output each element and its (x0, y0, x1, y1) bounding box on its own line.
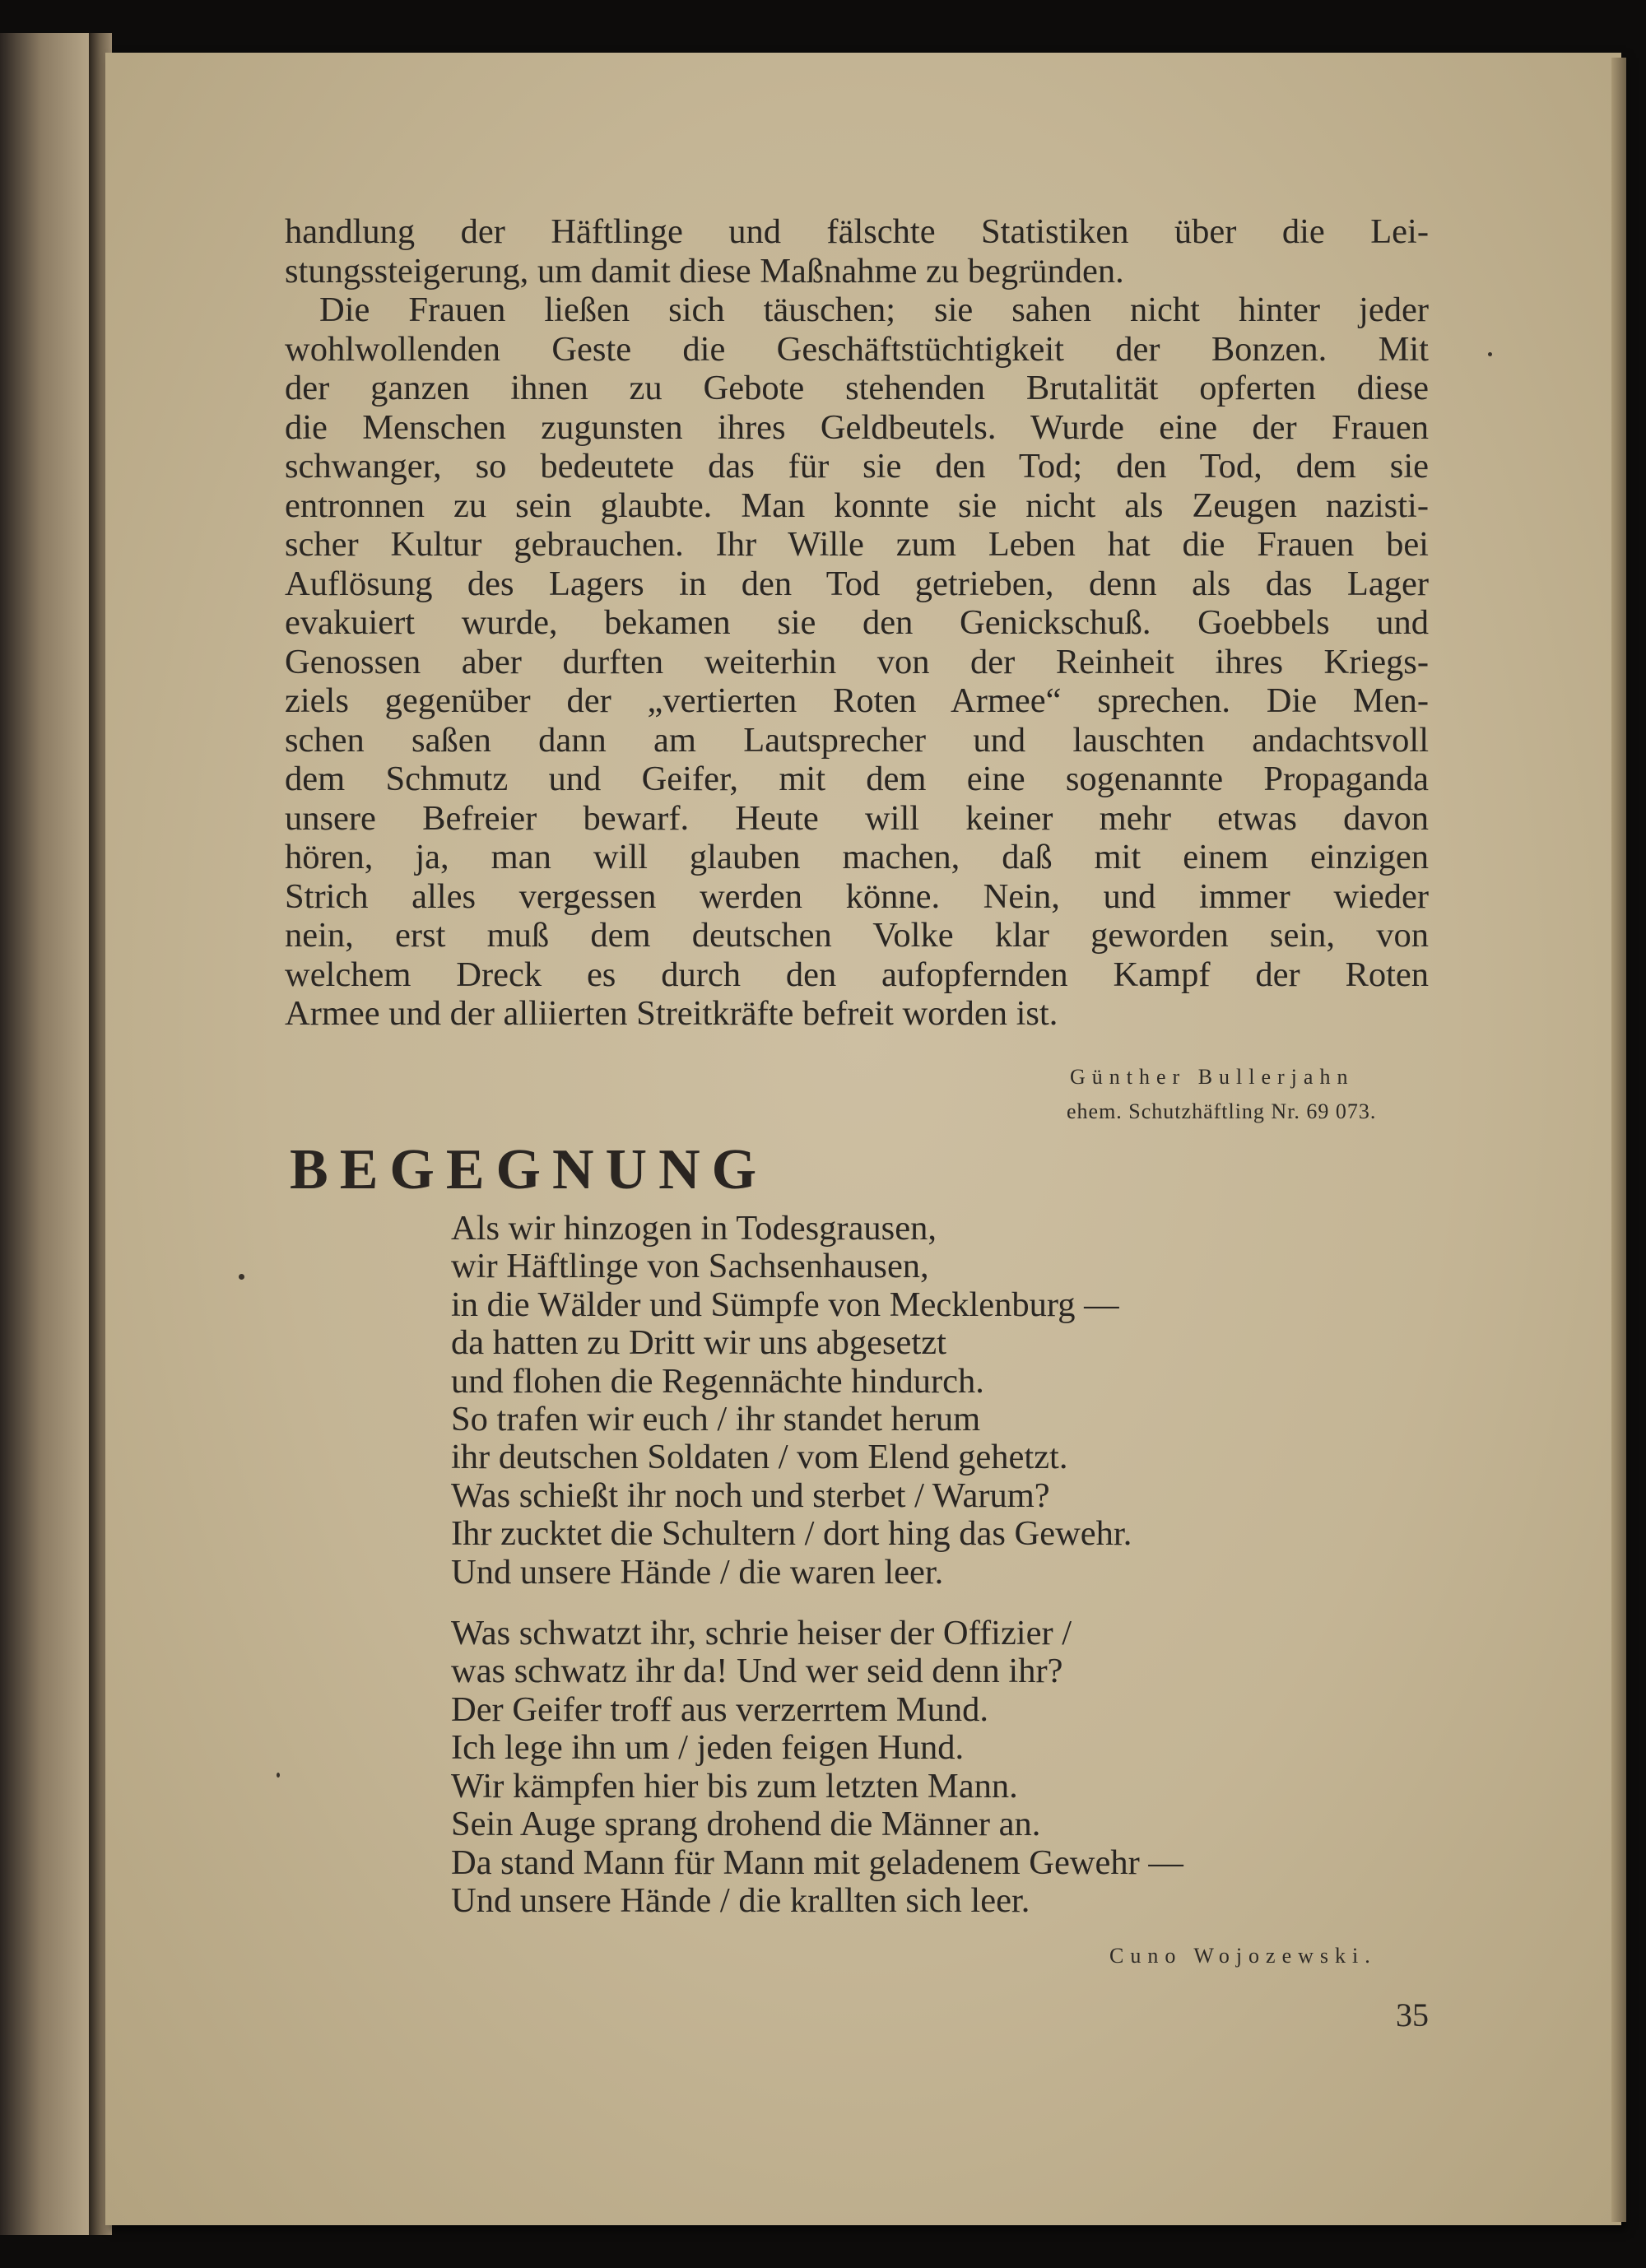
prose-line: nein, erst muß dem deutschen Volke klar geworden sein, von (285, 916, 1429, 955)
poem-line: Da stand Mann für Mann mit geladenem Gewehr — (451, 1843, 1183, 1882)
prose-line: dem Schmutz und Geifer, mit dem eine sogenannte Propaganda (285, 760, 1429, 798)
prose-line: wohlwollenden Geste die Geschäftstüchtigkeit der Bonzen. Mit (285, 329, 1429, 369)
prose-line: welchem Dreck es durch den aufopfernden Kampf der Roten (285, 955, 1429, 994)
prose-line: schen saßen dann am Lautsprecher und lauschten andachtsvoll (285, 720, 1429, 760)
poem-block (451, 1210, 1183, 1920)
poem-line: Wir kämpfen hier bis zum letzten Mann. (451, 1766, 1018, 1806)
poem-line: Was schwatzt ihr, schrie heiser der Offizier / (451, 1614, 1072, 1653)
paper-speck (277, 1773, 280, 1778)
poem-line: ihr deutschen Soldaten / vom Elend gehetzt. (451, 1438, 1068, 1477)
stanza-break (451, 1592, 1183, 1615)
prose-line: schwanger, so bedeutete das für sie den Tod; den Tod, dem sie (285, 447, 1429, 486)
prose-line: Auflösung des Lagers in den Tod getrieben, denn als das Lager (285, 564, 1429, 603)
page-edge-shadow (1611, 58, 1626, 2222)
author-signature: Günther Bullerjahn (1070, 1065, 1355, 1089)
poem-line: Und unsere Hände / die krallten sich leer. (451, 1880, 1030, 1920)
poem-line: wir Häftlinge von Sachsenhausen, (451, 1247, 929, 1286)
prose-line: Strich alles vergessen werden könne. Nein, und immer wieder (285, 876, 1429, 916)
poem-title: BEGEGNUNG (290, 1138, 769, 1201)
prose-line: unsere Befreier bewarf. Heute will keiner mehr etwas davon (285, 798, 1429, 838)
poem-line: und flohen die Regennächte hindurch. (451, 1361, 984, 1401)
prose-line: hören, ja, man will glauben machen, daß mit einem einzigen (285, 838, 1429, 876)
prose-line: Die Frauen ließen sich täuschen; sie sahen nicht hinter jeder (319, 290, 1429, 329)
poem-line: Ihr zucktet die Schultern / dort hing das Gewehr. (451, 1514, 1132, 1554)
poem-line: Als wir hinzogen in Todesgrausen, (451, 1209, 937, 1248)
prose-line: entronnen zu sein glaubte. Man konnte sie nicht als Zeugen nazisti- (285, 486, 1429, 525)
prose-line: der ganzen ihnen zu Gebote stehenden Brutalität opferten diese (285, 369, 1429, 407)
poem-line: Sein Auge sprang drohend die Männer an. (451, 1805, 1041, 1844)
paper-speck (239, 1274, 244, 1280)
prose-line: die Menschen zugunsten ihres Geldbeutels. Wurde eine der Frauen (285, 407, 1429, 447)
poem-line: Ich lege ihn um / jeden feigen Hund. (451, 1728, 965, 1768)
poem-line: So trafen wir euch / ihr standet herum (451, 1400, 981, 1439)
author-note: ehem. Schutzhäftling Nr. 69 073. (1067, 1099, 1377, 1123)
prose-line: handlung der Häftlinge und fälschte Statistiken über die Lei- (285, 212, 1429, 251)
poem-line: was schwatz ihr da! Und wer seid denn ihr? (451, 1652, 1063, 1691)
prose-line: Armee und der alliierten Streitkräfte befreit worden ist. (285, 994, 1058, 1033)
prose-line: ziels gegenüber der „vertierten Roten Armee“ sprechen. Die Men- (285, 681, 1429, 720)
prose-block (285, 212, 1429, 1034)
page-number: 35 (1396, 1996, 1429, 2033)
prose-line: scher Kultur gebrauchen. Ihr Wille zum Leben hat die Frauen bei (285, 525, 1429, 564)
prose-line: stungssteigerung, um damit diese Maßnahme zu begründen. (285, 251, 1124, 290)
poem-line: Der Geifer troff aus verzerrtem Mund. (451, 1689, 988, 1729)
prose-line: evakuiert wurde, bekamen sie den Genickschuß. Goebbels und (285, 603, 1429, 642)
poet-signature: Cuno Wojozewski. (1109, 1944, 1377, 1968)
paper-speck (1488, 352, 1492, 356)
poem-line: da hatten zu Dritt wir uns abgesetzt (451, 1323, 946, 1363)
poem-line: Und unsere Hände / die waren leer. (451, 1552, 944, 1592)
facing-page-edge (0, 33, 103, 2235)
poem-line: Was schießt ihr noch und sterbet / Warum? (451, 1476, 1050, 1515)
poem-line: in die Wälder und Sümpfe von Mecklenburg — (451, 1285, 1119, 1324)
prose-line: Genossen aber durften weiterhin von der Reinheit ihres Kriegs- (285, 642, 1429, 681)
